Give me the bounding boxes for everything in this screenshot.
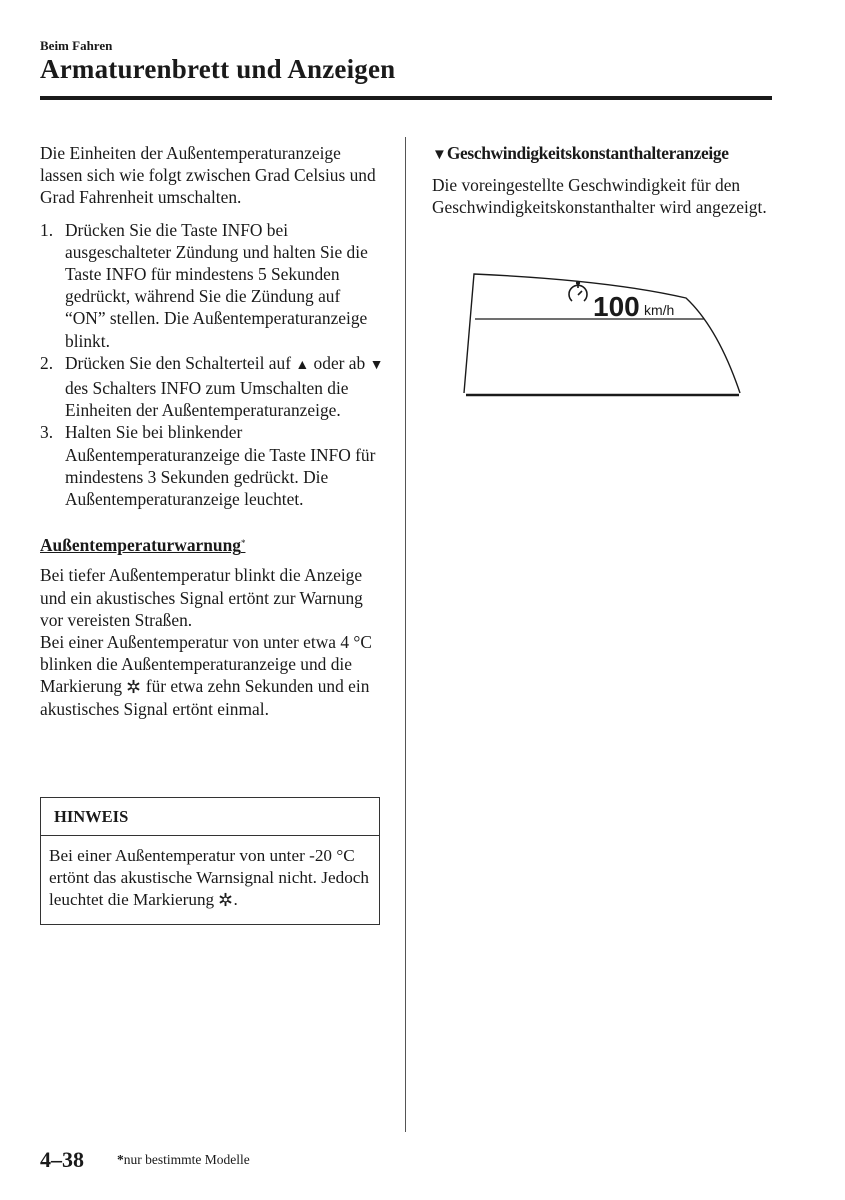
footnote xyxy=(117,1152,250,1168)
list-item xyxy=(40,219,385,352)
list-item xyxy=(40,421,385,510)
step-text xyxy=(65,352,385,422)
list-item xyxy=(40,352,385,422)
intro-paragraph: Die Einheiten der Außentemperaturanzeige lassen sich wie folgt zwischen Grad Celsius und Grad Fahrenheit umschalten. xyxy=(40,143,376,208)
down-triangle-icon: ▼ xyxy=(369,357,384,373)
left-column xyxy=(40,142,385,720)
snowflake-icon xyxy=(218,892,233,907)
title-rule xyxy=(40,96,772,100)
right-heading-text: Geschwindigkeitskonstanthalteranzeige xyxy=(446,143,729,163)
display-unit: km/h xyxy=(644,302,675,318)
step-text: Halten Sie bei blinkender Außentemperaturanzeige die Taste INFO für mindestens 3 Sekunden gedrückt. Die Außentemperaturanzeige leuchtet. xyxy=(65,422,376,510)
down-triangle-icon: ▼ xyxy=(432,147,447,163)
right-paragraph: Die voreingestellte Geschwindigkeit für den Geschwindigkeitskonstanthalter wird angezeigt. xyxy=(432,175,767,218)
section-label: Beim Fahren xyxy=(40,38,113,53)
note-body xyxy=(41,836,379,912)
display-illustration xyxy=(458,268,748,428)
steps-list xyxy=(40,219,385,511)
display-speed: 100 xyxy=(593,291,640,322)
page-number: 4–38 xyxy=(40,1147,84,1172)
warning-paragraph: Bei tiefer Außentemperatur blinkt die Anzeige und ein akustisches Signal ertönt zur Warnung vor vereisten Straßen. xyxy=(40,565,363,630)
warning-text-part: Bei einer Außentemperatur von unter etwa 4 °C blinken die Außentemperaturanzeige und die Markierung xyxy=(40,632,372,697)
footnote-mark: * xyxy=(117,1152,124,1167)
snowflake-icon xyxy=(126,679,141,694)
right-column xyxy=(432,142,777,219)
step-text-part: Drücken Sie den Schalterteil auf xyxy=(65,352,296,373)
warning-heading xyxy=(40,534,385,556)
step-number: 1. xyxy=(40,219,54,240)
note-text-end: . xyxy=(233,890,238,910)
warning-heading-text: Außentemperaturwarnung xyxy=(40,535,241,556)
step-text-part: des Schalters INFO zum Umschalten die Einheiten der Außentemperaturanzeige. xyxy=(65,378,349,421)
note-box xyxy=(40,797,380,925)
note-heading: HINWEIS xyxy=(41,798,379,836)
warning-paragraph-2 xyxy=(40,631,385,720)
warning-text-part: für etwa zehn Sekunden und ein akustisches Signal ertönt einmal. xyxy=(40,676,370,719)
up-triangle-icon: ▲ xyxy=(295,357,310,373)
cruise-control-icon xyxy=(569,282,587,301)
step-text: Drücken Sie die Taste INFO bei ausgeschalteter Zündung und halten Sie die Taste INFO für mindestens 5 Sekunden gedrückt, während Sie die Zündung auf “ON” stellen. Die Außentemperaturanzeige blinkt. xyxy=(65,219,368,351)
step-text-part: oder ab xyxy=(309,352,370,373)
asterisk-mark: * xyxy=(240,538,246,549)
column-divider xyxy=(405,137,406,1132)
note-text: Bei einer Außentemperatur von unter -20 °C ertönt das akustische Warnsignal nicht. Jedoch leuchtet die Markierung xyxy=(49,846,370,910)
footnote-text: nur bestimmte Modelle xyxy=(123,1152,250,1167)
step-number: 2. xyxy=(40,352,54,373)
right-heading xyxy=(432,142,777,166)
step-number: 3. xyxy=(40,422,54,443)
page-title: Armaturenbrett und Anzeigen xyxy=(40,54,396,84)
